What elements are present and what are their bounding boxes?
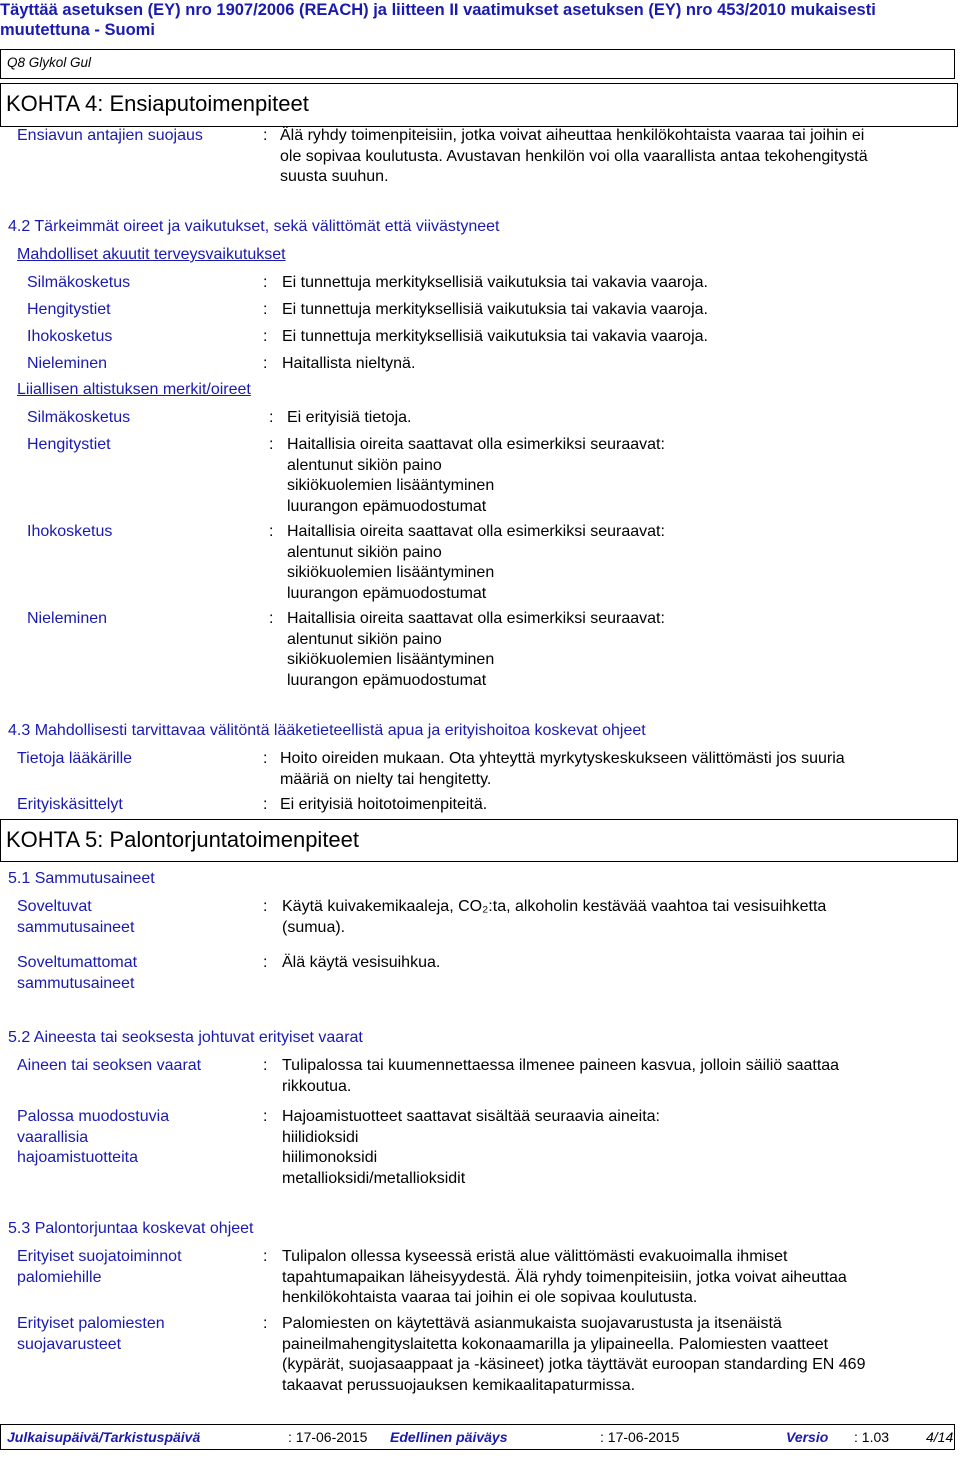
acute-inhalation-value: Ei tunnettuja merkityksellisiä vaikutuksia tai vakavia vaaroja. <box>282 301 708 318</box>
acute-effects-title: Mahdolliset akuutit terveysvaikutukset <box>17 246 286 263</box>
colon: : <box>263 796 268 813</box>
colon: : <box>269 610 274 627</box>
decomposition-value: Hajoamistuotteet saattavat sisältää seuraavia aineita: hiilidioksidi hiilimonoksidi metallioksidi/metallioksidit <box>282 1108 660 1187</box>
acute-ingestion-label: Nieleminen <box>27 355 108 372</box>
overexp-inhalation-label: Hengitystiet <box>27 436 111 453</box>
doctor-notes-value: Hoito oireiden mukaan. Ota yhteyttä myrkytyskeskukseen välittömästi jos suuria määriä on nielty tai hengitetty. <box>280 750 845 788</box>
title-line-1: Täyttää asetuksen (EY) nro 1907/2006 (REACH) ja liitteen II vaatimukset asetuksen (EY) nro 453/2010 mukaisesti <box>0 1 876 19</box>
colon: : <box>263 1248 268 1265</box>
document-title <box>0 0 960 40</box>
section-4-title: KOHTA 4: Ensiaputoimenpiteet <box>6 91 309 116</box>
page-number: 4/14 <box>926 1429 954 1445</box>
firefighter-equipment-label: Erityiset palomiesten suojavarusteet <box>17 1315 165 1353</box>
colon: : <box>263 328 268 345</box>
acute-eye-value: Ei tunnettuja merkityksellisiä vaikutuksia tai vakavia vaaroja. <box>282 274 708 291</box>
decomposition-label: Palossa muodostuvia vaarallisia hajoamistuotteita <box>17 1108 170 1166</box>
suitable-media-label: Soveltuvat sammutusaineet <box>17 898 135 936</box>
subsection-5-2-title: 5.2 Aineesta tai seoksesta johtuvat erityiset vaarat <box>8 1029 363 1046</box>
firefighter-actions-value: Tulipalon ollessa kyseessä eristä alue välittömästi evakuoimalla ihmiset tapahtumapaikan läheisyydestä. Älä ryhdy toimenpiteisiin, jotka voivat aiheuttaa henkilökohtaista vaaraa tai joihin ei ole sopivaa koulutusta. <box>282 1248 847 1306</box>
version-value: : 1.03 <box>854 1429 890 1445</box>
colon: : <box>263 127 268 144</box>
first-aid-protection-label: Ensiavun antajien suojaus <box>17 127 203 144</box>
colon: : <box>263 1315 268 1332</box>
previous-date-value: : 17-06-2015 <box>600 1429 680 1445</box>
overexposure-title: Liiallisen altistuksen merkit/oireet <box>17 381 251 398</box>
firefighter-equipment-value: Palomiesten on käytettävä asianmukaista suojavarustusta ja itsenäistä paineilmahengityslaitetta kokonaamarilla ja ylipaineella. Palomiesten vaatteet (kypärät, suojasaappaat ja -käsineet) jotka täyttävät euroopan standarding EN 469 takaavat perussuojauksen kemikaalitapaturmissa. <box>282 1315 866 1394</box>
unsuitable-media-label: Soveltumattomat sammutusaineet <box>17 954 138 992</box>
subsection-4-3-title: 4.3 Mahdollisesti tarvittavaa välitöntä lääketieteellistä apua ja erityishoitoa koskevat ohjeet <box>8 722 646 739</box>
colon: : <box>263 1108 268 1125</box>
subsection-5-1-title: 5.1 Sammutusaineet <box>8 870 155 887</box>
overexp-eye-label: Silmäkosketus <box>27 409 131 426</box>
colon: : <box>263 898 268 915</box>
acute-inhalation-label: Hengitystiet <box>27 301 111 318</box>
subsection-4-2-title: 4.2 Tärkeimmät oireet ja vaikutukset, sekä välittömät että viivästyneet <box>8 218 500 235</box>
suitable-media-value: Käytä kuivakemikaaleja, CO₂:ta, alkoholin kestävää vaahtoa tai vesisuihketta (sumua). <box>282 898 827 936</box>
overexp-inhalation-value: Haitallisia oireita saattavat olla esimerkiksi seuraavat: alentunut sikiön paino sikiökuolemien lisääntyminen luurangon epämuodostumat <box>287 436 665 515</box>
version-label: Versio <box>786 1429 829 1445</box>
product-name: Q8 Glykol Gul <box>7 55 92 70</box>
overexp-ingestion-label: Nieleminen <box>27 610 108 627</box>
overexp-ingestion-value: Haitallisia oireita saattavat olla esimerkiksi seuraavat: alentunut sikiön paino sikiökuolemien lisääntyminen luurangon epämuodostumat <box>287 610 665 689</box>
special-treatment-label: Erityiskäsittelyt <box>17 796 123 813</box>
colon: : <box>263 1057 268 1074</box>
subsection-5-3-title: 5.3 Palontorjuntaa koskevat ohjeet <box>8 1220 254 1237</box>
issue-date-label: Julkaisupäivä/Tarkistuspäivä <box>7 1429 201 1445</box>
previous-date-label: Edellinen päiväys <box>390 1429 508 1445</box>
unsuitable-media-value: Älä käytä vesisuihkua. <box>282 954 441 971</box>
issue-date-value: : 17-06-2015 <box>288 1429 368 1445</box>
special-treatment-value: Ei erityisiä hoitotoimenpiteitä. <box>280 796 488 813</box>
colon: : <box>263 355 268 372</box>
hazard-value: Tulipalossa tai kuumennettaessa ilmenee paineen kasvua, jolloin säiliö saattaa rikkoutua. <box>282 1057 840 1095</box>
hazard-label: Aineen tai seoksen vaarat <box>17 1057 202 1074</box>
colon: : <box>263 954 268 971</box>
colon: : <box>269 409 274 426</box>
overexp-eye-value: Ei erityisiä tietoja. <box>287 409 412 426</box>
acute-eye-label: Silmäkosketus <box>27 274 131 291</box>
product-box <box>0 49 955 79</box>
colon: : <box>263 750 268 767</box>
firefighter-actions-label: Erityiset suojatoiminnot palomiehille <box>17 1248 182 1286</box>
section-5-title: KOHTA 5: Palontorjuntatoimenpiteet <box>6 827 360 852</box>
colon: : <box>263 301 268 318</box>
doctor-notes-label: Tietoja lääkärille <box>17 750 133 767</box>
acute-ingestion-value: Haitallista nieltynä. <box>282 355 416 372</box>
title-line-2: muutettuna - Suomi <box>0 21 155 39</box>
colon: : <box>269 523 274 540</box>
acute-skin-label: Ihokosketus <box>27 328 113 345</box>
acute-skin-value: Ei tunnettuja merkityksellisiä vaikutuksia tai vakavia vaaroja. <box>282 328 708 345</box>
overexp-skin-value: Haitallisia oireita saattavat olla esimerkiksi seuraavat: alentunut sikiön paino sikiökuolemien lisääntyminen luurangon epämuodostumat <box>287 523 665 602</box>
first-aid-protection-value: Älä ryhdy toimenpiteisiin, jotka voivat aiheuttaa henkilökohtaista vaaraa tai joihin ei ole sopivaa koulutusta. Avustavan henkilön voi olla vaarallista antaa tekohengitystä suusta suuhun. <box>280 127 868 185</box>
colon: : <box>269 436 274 453</box>
overexp-skin-label: Ihokosketus <box>27 523 113 540</box>
colon: : <box>263 274 268 291</box>
